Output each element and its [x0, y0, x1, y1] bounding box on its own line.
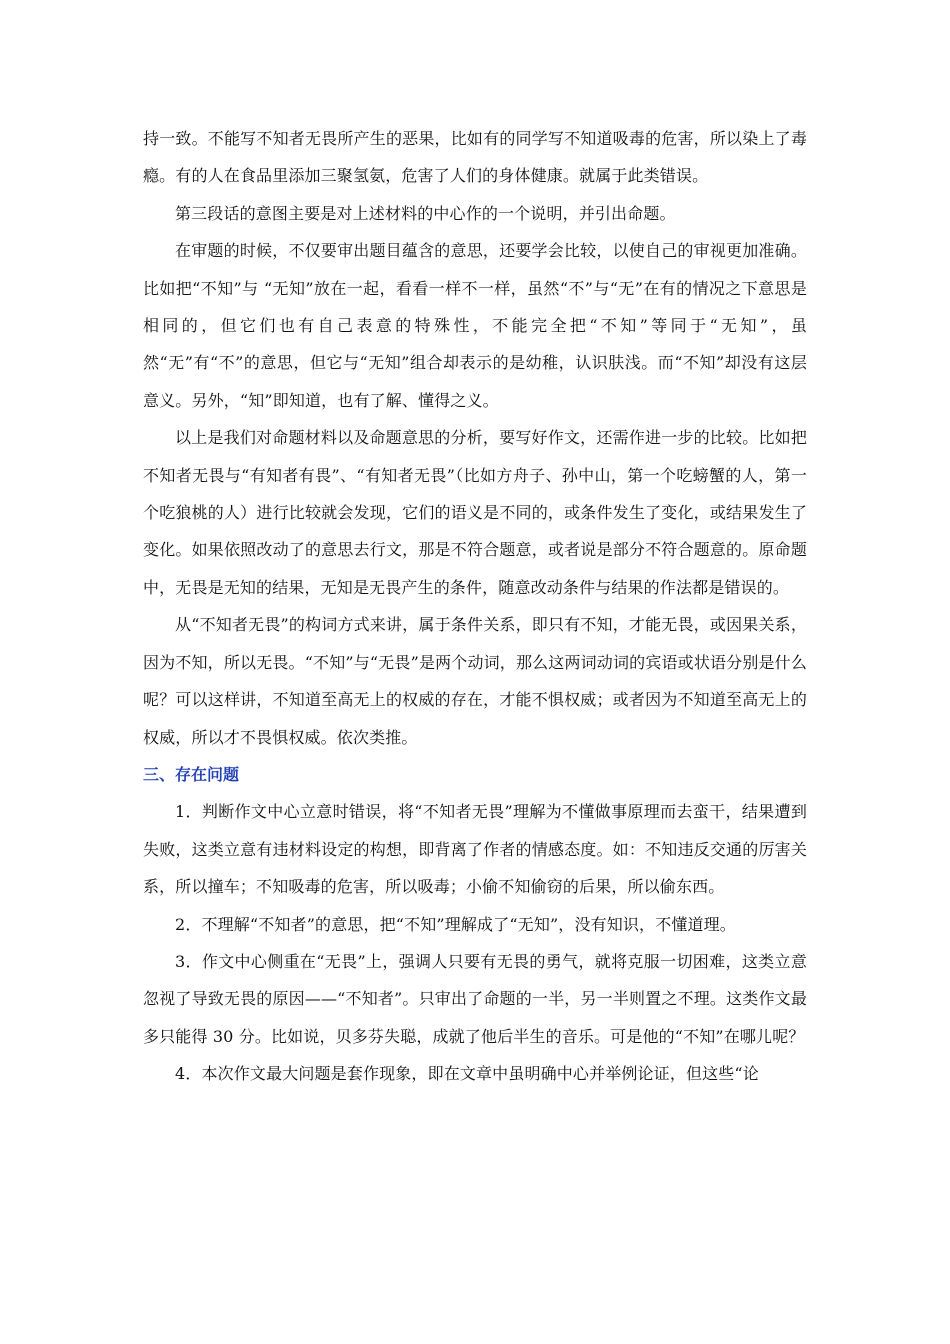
- document-body: [143, 120, 807, 1093]
- paragraph-word-structure: 从“不知者无畏”的构词方式来讲，属于条件关系，即只有不知，才能无畏，或因果关系，因为不知，所以无畏。“不知”与“无畏”是两个动词，那么这两词动词的宾语或状语分别是什么呢？可以这样讲，不知道至高无上的权威的存在，才能不惧权威；或者因为不知道至高无上的权威，所以才不畏惧权威。依次类推。: [143, 615, 807, 747]
- problem-item-2: 2．不理解“不知者”的意思，把“不知”理解成了“无知”，没有知识，不懂道理。: [175, 914, 736, 934]
- problem-item-4: 4．本次作文最大问题是套作现象，即在文章中虽明确中心并举例论证，但这些“论: [175, 1064, 759, 1084]
- section-heading: 三、存在问题: [143, 764, 240, 784]
- problem-item-3: 3．作文中心侧重在“无畏”上，强调人只要有无畏的勇气，就将克服一切困难，这类立意忽视了导致无畏的原因——“不知者”。只审出了命题的一半，另一半则置之不理。这类作文最多只能得 30 分。比如说，贝多芬失聪，成就了他后半生的音乐。可是他的“不知”在哪儿呢？: [143, 951, 807, 1046]
- paragraph-continuation: 持一致。不能写不知者无畏所产生的恶果，比如有的同学写不知道吸毒的危害，所以染上了毒瘾。有的人在食品里添加三聚氢氨，危害了人们的身体健康。就属于此类错误。: [143, 129, 807, 186]
- paragraph-third-section-intent: 第三段话的意图主要是对上述材料的中心作的一个说明，并引出命题。: [175, 203, 676, 223]
- problem-item-1: 1．判断作文中心立意时错误，将“不知者无畏”理解为不懂做事原理而去蛮干，结果遭到失败，这类立意有违材料设定的构想，即背离了作者的情感态度。如：不知违反交通的厉害关系，所以撞车；不知吸毒的危害，所以吸毒；小偷不知偷窃的后果，所以偷东西。: [143, 802, 807, 897]
- paragraph-comparison: 在审题的时候，不仅要审出题目蕴含的意思，还要学会比较，以使自己的审视更加准确。比如把“不知”与 “无知”放在一起，看看一样不一样，虽然“不”与“无”在有的情况之下意思是相同的，但它们也有自己表意的特殊性，不能完全把“不知”等同于“无知”，虽然“无”有“不”的意思，但它与“无知”组合却表示的是幼稚，认识肤浅。而“不知”却没有这层意义。另外，“知”即知道，也有了解、懂得之义。: [143, 241, 807, 410]
- paragraph-further-comparison: 以上是我们对命题材料以及命题意思的分析，要写好作文，还需作进一步的比较。比如把不知者无畏与“有知者有畏”、“有知者无畏”（比如方舟子、孙中山，第一个吃螃蟹的人，第一个吃狼桃的人）进行比较就会发现，它们的语义是不同的，或条件发生了变化，或结果发生了变化。如果依照改动了的意思去行文，那是不符合题意，或者说是部分不符合题意的。原命题中，无畏是无知的结果，无知是无畏产生的条件，随意改动条件与结果的作法都是错误的。: [143, 428, 807, 597]
